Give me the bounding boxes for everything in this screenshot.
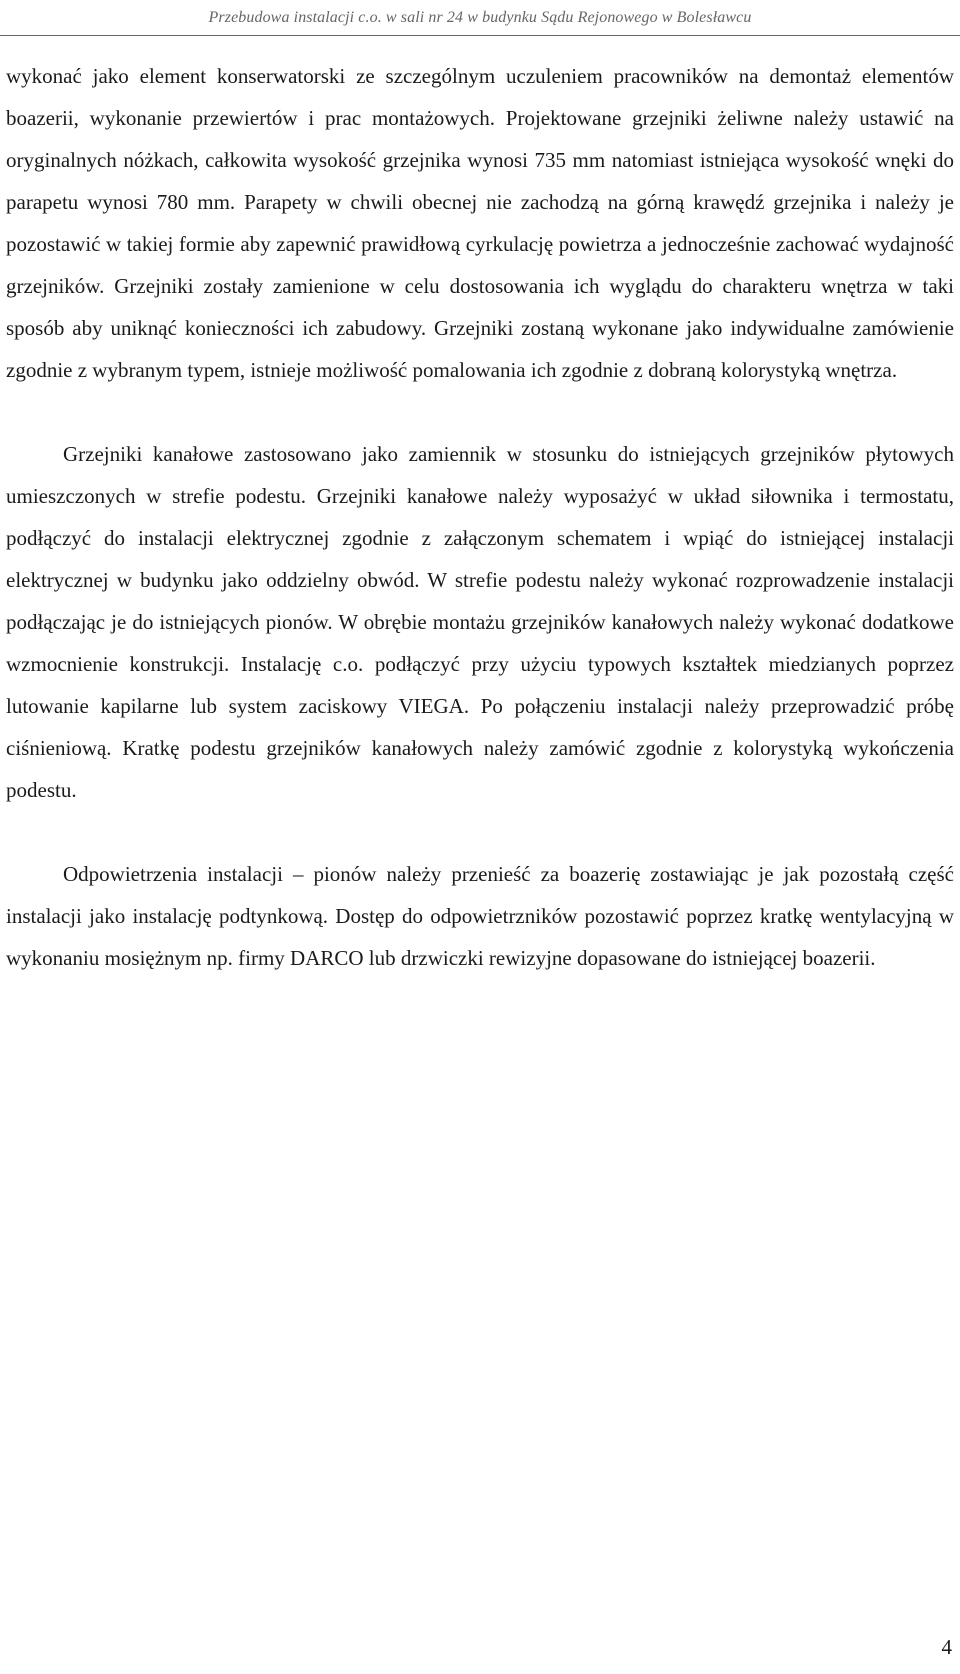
page-header xyxy=(0,0,960,36)
page-body xyxy=(6,55,954,979)
paragraph-radiator-installation: wykonać jako element konserwatorski ze szczególnym uczuleniem pracowników na demontaż elementów boazerii, wykonanie przewiertów i prac montażowych. Projektowane grzejniki żeliwne należy ustawić na oryginalnych nóżkach, całkowita wysokość grzejnika wynosi 735 mm natomiast istniejąca wysokość wnęki do parapetu wynosi 780 mm. Parapety w chwili obecnej nie zachodzą na górną krawędź grzejnika i należy je pozostawić w takiej formie aby zapewnić prawidłową cyrkulację powietrza a jednocześnie zachować wydajność grzejników. Grzejniki zostały zamienione w celu dostosowania ich wyglądu do charakteru wnętrza w taki sposób aby uniknąć konieczności ich zabudowy. Grzejniki zostaną wykonane jako indywidualne zamówienie zgodnie z wybranym typem, istnieje możliwość pomalowania ich zgodnie z dobraną kolorystyką wnętrza. xyxy=(6,64,954,382)
header-title: Przebudowa instalacji c.o. w sali nr 24 w budynku Sądu Rejonowego w Bolesławcu xyxy=(208,8,752,26)
page-number: 4 xyxy=(941,1635,952,1659)
paragraph-channel-radiators: Grzejniki kanałowe zastosowano jako zamiennik w stosunku do istniejących grzejników płytowych umieszczonych w strefie podestu. Grzejniki kanałowe należy wyposażyć w układ siłownika i termostatu, podłączyć do instalacji elektrycznej zgodnie z załączonym schematem i wpiąć do istniejącej instalacji elektrycznej w budynku jako oddzielny obwód. W strefie podestu należy wykonać rozprowadzenie instalacji podłączając je do istniejących pionów. W obrębie montażu grzejników kanałowych należy wykonać dodatkowe wzmocnienie konstrukcji. Instalację c.o. podłączyć przy użyciu typowych kształtek miedzianych poprzez lutowanie kapilarne lub system zaciskowy VIEGA. Po połączeniu instalacji należy przeprowadzić próbę ciśnieniową. Kratkę podestu grzejników kanałowych należy zamówić zgodnie z kolorystyką wykończenia podestu. xyxy=(6,442,954,802)
paragraph-venting: Odpowietrzenia instalacji – pionów należy przenieść za boazerię zostawiając je jak pozostałą część instalacji jako instalację podtynkową. Dostęp do odpowietrzników pozostawić poprzez kratkę wentylacyjną w wykonaniu mosiężnym np. firmy DARCO lub drzwiczki rewizyjne dopasowane do istniejącej boazerii. xyxy=(6,862,954,970)
